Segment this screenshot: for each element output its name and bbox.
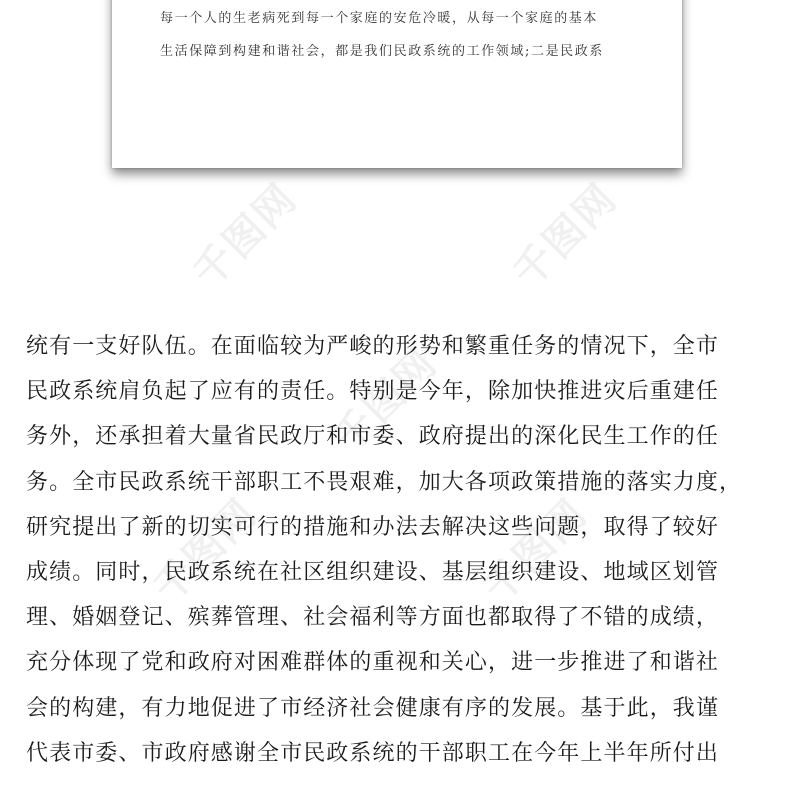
body-line: 成绩。同时，民政系统在社区组织建设、基层组织建设、地域区划管 [26, 559, 720, 585]
document-preview-card [112, 0, 682, 168]
body-line: 务。全市民政系统干部职工不畏艰难，加大各项政策措施的落实力度， [26, 469, 743, 495]
body-line: 研究提出了新的切实可行的措施和办法去解决这些问题，取得了较好 [26, 514, 720, 540]
watermark-logo: 千图网 [474, 490, 597, 612]
preview-line-1: 每一个人的生老病死到每一个家庭的安危冷暖，从每一个家庭的基本 [160, 11, 599, 26]
body-line: 充分体现了党和政府对困难群体的重视和关心，进一步推进了和谐社 [26, 650, 720, 676]
watermark-logo: 千图网 [504, 175, 627, 297]
watermark-logo: 千图网 [184, 175, 307, 297]
body-line: 统有一支好队伍。在面临较为严峻的形势和繁重任务的情况下，全市 [26, 334, 720, 359]
watermark-logo: 千图网 [324, 340, 447, 462]
body-line: 会的构建，有力地促进了市经济社会健康有序的发展。基于此，我谨 [26, 695, 720, 721]
body-line: 务外，还承担着大量省民政厅和市委、政府提出的深化民生工作的任 [26, 424, 720, 450]
body-line: 理、婚姻登记、殡葬管理、社会福利等方面也都取得了不错的成绩， [26, 605, 720, 631]
preview-line-2: 生活保障到构建和谐社会，都是我们民政系统的工作领域;二是民政系 [160, 44, 604, 59]
body-paragraph [26, 324, 786, 776]
watermark-logo: 千图网 [144, 490, 267, 612]
body-line: 代表市委、市政府感谢全市民政系统的干部职工在今年上半年所付出 [26, 740, 720, 766]
body-line: 民政系统肩负起了应有的责任。特别是今年，除加快推进灾后重建任 [26, 379, 720, 405]
